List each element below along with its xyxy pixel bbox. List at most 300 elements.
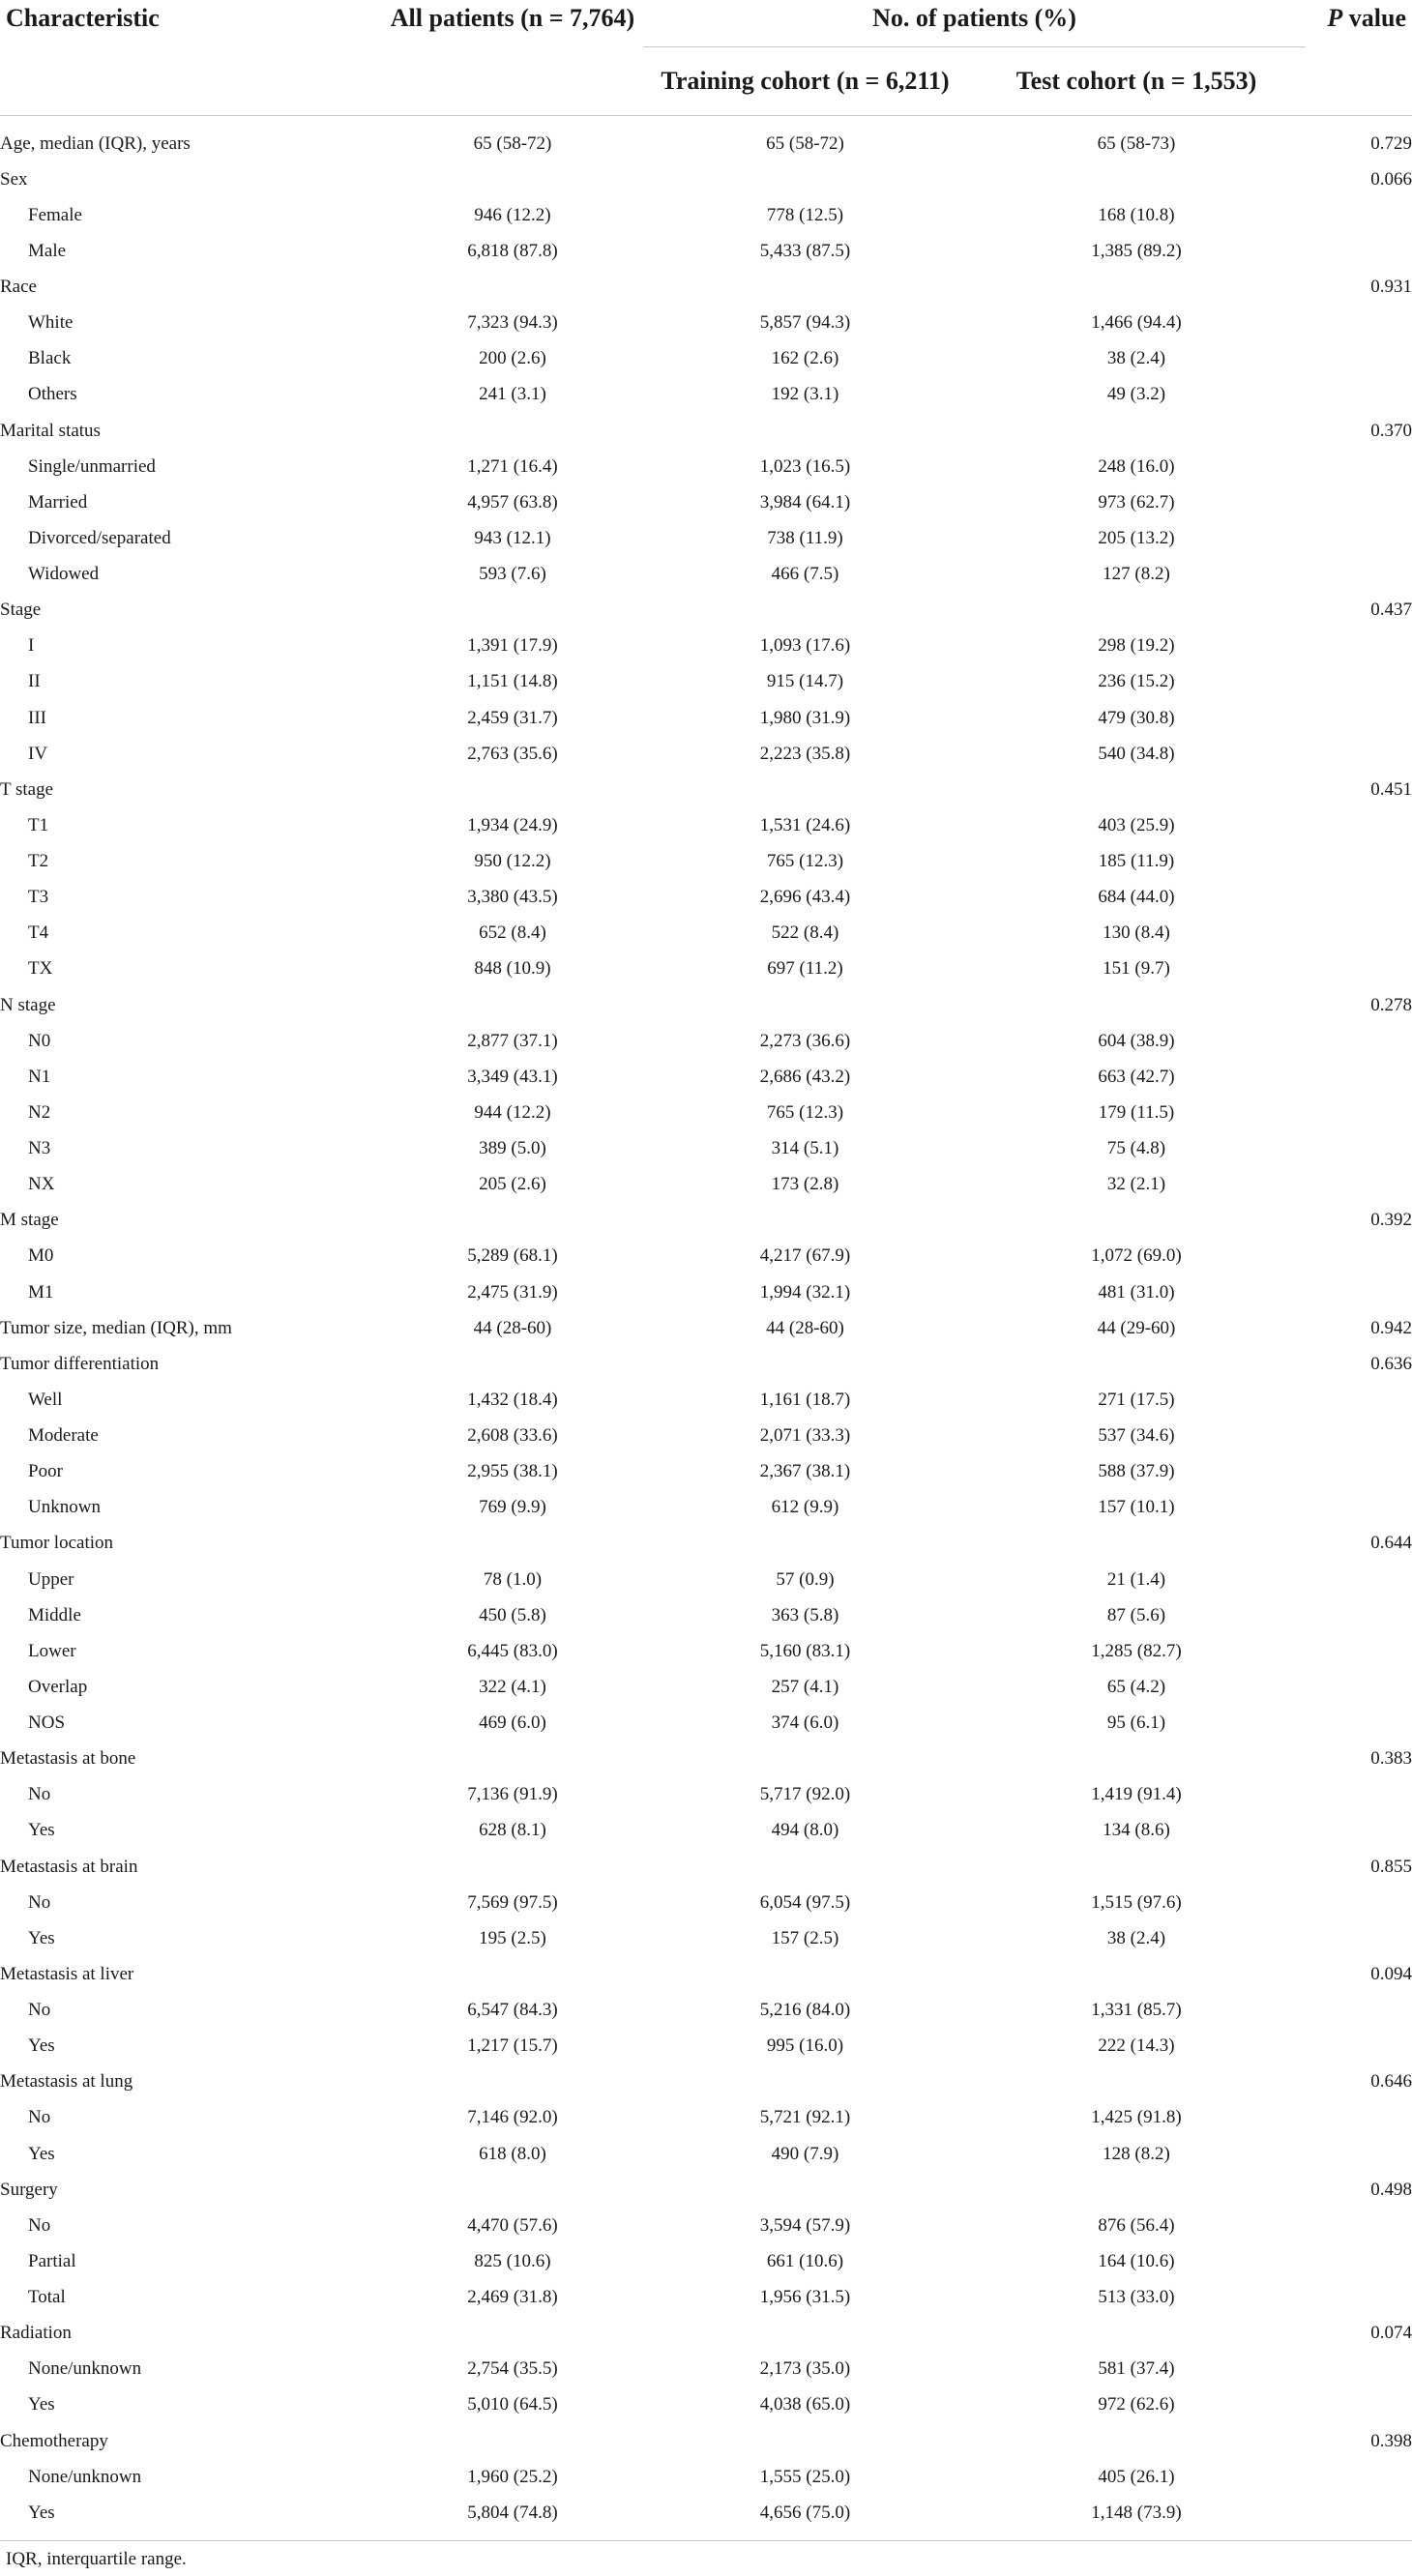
cell-training-cohort: 4,038 (65.0) <box>759 2394 851 2415</box>
cell-all-patients: 618 (8.0) <box>479 2143 546 2164</box>
cell-test-cohort: 185 (11.9) <box>1098 851 1175 872</box>
table-row-subcategory <box>0 1023 1412 1059</box>
cell-p-value <box>1306 2208 1412 2243</box>
cell-all-patients: 2,763 (35.6) <box>467 743 558 764</box>
table-row-subcategory <box>0 484 1412 520</box>
cell-test-cohort: 1,385 (89.2) <box>1091 240 1182 261</box>
cell-all-patients <box>382 772 643 807</box>
table-row-characteristic <box>0 1203 1412 1239</box>
cell-all-patients: 769 (9.9) <box>479 1497 546 1518</box>
table-row-characteristic <box>0 1310 1412 1346</box>
cell-test-cohort: 1,425 (91.8) <box>1091 2107 1182 2128</box>
cell-training-cohort: 494 (8.0) <box>771 1820 839 1841</box>
row-label: T4 <box>28 922 49 944</box>
cell-training-cohort: 1,956 (31.5) <box>759 2287 851 2308</box>
row-label: No <box>28 1891 51 1913</box>
cell-all-patients: 943 (12.1) <box>474 527 551 548</box>
cell-all-patients: 469 (6.0) <box>479 1712 546 1734</box>
cell-test-cohort: 65 (4.2) <box>1106 1676 1166 1697</box>
table-row-subcategory <box>0 2208 1412 2243</box>
cell-p-value <box>1306 520 1412 556</box>
cell-p-value <box>1306 664 1412 700</box>
cell-p-value: 0.646 <box>1370 2071 1412 2093</box>
cell-all-patients: 2,754 (35.5) <box>467 2358 558 2380</box>
cell-test-cohort: 973 (62.7) <box>1098 491 1175 512</box>
header-all-patients: All patients (n = 7,764) <box>390 4 635 32</box>
cell-all-patients: 1,960 (25.2) <box>467 2466 558 2487</box>
cell-all-patients: 205 (2.6) <box>479 1174 546 1195</box>
cell-p-value: 0.636 <box>1370 1353 1412 1374</box>
cell-p-value <box>1306 951 1412 987</box>
cell-training-cohort: 314 (5.1) <box>771 1138 839 1159</box>
cell-test-cohort: 1,285 (82.7) <box>1091 1640 1182 1661</box>
cell-training-cohort: 4,217 (67.9) <box>759 1245 851 1267</box>
table-row-subcategory <box>0 1490 1412 1526</box>
row-label: N2 <box>28 1101 51 1123</box>
cell-test-cohort <box>967 2423 1306 2459</box>
row-label: Marital status <box>0 420 101 441</box>
cell-p-value: 0.942 <box>1370 1317 1412 1338</box>
row-label: Metastasis at lung <box>0 2071 133 2093</box>
row-label: Radiation <box>0 2323 72 2344</box>
cell-training-cohort <box>643 1849 967 1885</box>
cell-p-value <box>1306 2459 1412 2495</box>
table-row-subcategory <box>0 2459 1412 2495</box>
table-row-subcategory <box>0 1562 1412 1597</box>
row-label: N stage <box>0 994 56 1015</box>
cell-all-patients <box>382 270 643 306</box>
row-label: Moderate <box>28 1425 99 1447</box>
cell-p-value <box>1306 1167 1412 1203</box>
cell-training-cohort <box>643 1742 967 1777</box>
table-header <box>0 0 1412 116</box>
table-row-subcategory <box>0 1131 1412 1167</box>
cell-all-patients: 7,323 (94.3) <box>467 312 558 334</box>
cell-p-value <box>1306 2243 1412 2279</box>
row-label: Yes <box>28 2143 55 2164</box>
cell-all-patients: 1,271 (16.4) <box>467 455 558 477</box>
cell-p-value <box>1306 2029 1412 2064</box>
cell-all-patients <box>382 1203 643 1239</box>
row-label: Single/unmarried <box>28 455 156 477</box>
cell-test-cohort <box>967 1849 1306 1885</box>
cell-test-cohort: 1,072 (69.0) <box>1091 1245 1182 1267</box>
cell-training-cohort: 1,531 (24.6) <box>759 814 851 835</box>
row-label: III <box>28 707 46 728</box>
cell-test-cohort: 537 (34.6) <box>1098 1425 1175 1447</box>
cell-all-patients: 241 (3.1) <box>479 384 546 405</box>
cell-training-cohort <box>643 1526 967 1562</box>
cell-training-cohort: 612 (9.9) <box>771 1497 839 1518</box>
cell-test-cohort: 1,466 (94.4) <box>1091 312 1182 334</box>
row-label: Yes <box>28 2502 55 2523</box>
cell-test-cohort <box>967 2064 1306 2100</box>
table-row-subcategory <box>0 197 1412 233</box>
cell-p-value <box>1306 2280 1412 2316</box>
cell-training-cohort: 5,857 (94.3) <box>759 312 851 334</box>
cell-p-value: 0.437 <box>1370 600 1412 621</box>
cell-all-patients: 6,547 (84.3) <box>467 2000 558 2021</box>
cell-all-patients: 6,818 (87.8) <box>467 240 558 261</box>
cell-all-patients <box>382 593 643 629</box>
row-label: II <box>28 671 41 692</box>
cell-p-value <box>1306 1095 1412 1130</box>
cell-all-patients <box>382 987 643 1023</box>
table-row-subcategory <box>0 1239 1412 1274</box>
cell-training-cohort <box>643 1203 967 1239</box>
table-row-subcategory <box>0 736 1412 772</box>
cell-p-value <box>1306 1419 1412 1454</box>
cell-training-cohort: 44 (28-60) <box>766 1317 844 1338</box>
cell-training-cohort: 5,721 (92.1) <box>759 2107 851 2128</box>
cell-test-cohort: 1,515 (97.6) <box>1091 1891 1182 1913</box>
cell-all-patients: 2,475 (31.9) <box>467 1281 558 1303</box>
table-row-subcategory <box>0 1419 1412 1454</box>
row-label: Metastasis at liver <box>0 1963 134 1984</box>
cell-p-value <box>1306 484 1412 520</box>
row-label: None/unknown <box>28 2358 142 2380</box>
table-row-subcategory <box>0 1706 1412 1742</box>
row-label: NOS <box>28 1712 66 1734</box>
cell-all-patients <box>382 1526 643 1562</box>
cell-all-patients: 2,608 (33.6) <box>467 1425 558 1447</box>
cell-test-cohort: 130 (8.4) <box>1103 922 1170 944</box>
cell-all-patients: 950 (12.2) <box>474 851 551 872</box>
cell-p-value <box>1306 1669 1412 1705</box>
table-row-subcategory <box>0 1993 1412 2029</box>
cell-test-cohort <box>967 2316 1306 2352</box>
cell-training-cohort <box>643 161 967 197</box>
cell-training-cohort <box>643 1346 967 1382</box>
cell-test-cohort: 479 (30.8) <box>1098 707 1175 728</box>
cell-p-value <box>1306 1023 1412 1059</box>
cell-test-cohort <box>967 161 1306 197</box>
cell-p-value <box>1306 629 1412 664</box>
cell-test-cohort: 164 (10.6) <box>1098 2250 1175 2271</box>
cell-p-value <box>1306 341 1412 377</box>
cell-test-cohort: 236 (15.2) <box>1098 671 1175 692</box>
cell-training-cohort: 3,984 (64.1) <box>759 491 851 512</box>
cell-p-value <box>1306 1706 1412 1742</box>
cell-p-value <box>1306 1885 1412 1920</box>
cell-test-cohort: 663 (42.7) <box>1098 1066 1175 1087</box>
cell-training-cohort: 257 (4.1) <box>771 1676 839 1697</box>
cell-test-cohort: 222 (14.3) <box>1098 2035 1175 2057</box>
cell-test-cohort <box>967 1526 1306 1562</box>
cell-test-cohort: 21 (1.4) <box>1106 1568 1166 1590</box>
table-row-subcategory <box>0 807 1412 843</box>
cell-test-cohort: 128 (8.2) <box>1103 2143 1170 2164</box>
row-label: No <box>28 2214 51 2236</box>
cell-training-cohort: 2,173 (35.0) <box>759 2358 851 2380</box>
table-row-subcategory <box>0 1095 1412 1130</box>
cell-all-patients: 78 (1.0) <box>483 1568 543 1590</box>
cell-p-value <box>1306 1239 1412 1274</box>
cell-test-cohort: 49 (3.2) <box>1106 384 1166 405</box>
cell-all-patients <box>382 1849 643 1885</box>
cell-test-cohort: 134 (8.6) <box>1103 1820 1170 1841</box>
cell-p-value <box>1306 1813 1412 1849</box>
cell-p-value <box>1306 1777 1412 1813</box>
cell-test-cohort: 151 (9.7) <box>1103 958 1170 980</box>
cell-training-cohort <box>643 413 967 449</box>
row-label: Metastasis at brain <box>0 1856 138 1877</box>
header-p-rest: value <box>1342 4 1406 32</box>
table-row-subcategory <box>0 951 1412 987</box>
cell-test-cohort: 481 (31.0) <box>1098 1281 1175 1303</box>
row-label: Yes <box>28 1927 55 1948</box>
cell-training-cohort: 1,023 (16.5) <box>759 455 851 477</box>
table-row-subcategory <box>0 1633 1412 1669</box>
cell-all-patients: 195 (2.5) <box>479 1927 546 1948</box>
cell-all-patients: 946 (12.2) <box>474 204 551 225</box>
row-label: Upper <box>28 1568 74 1590</box>
cell-p-value: 0.066 <box>1370 168 1412 190</box>
cell-training-cohort: 5,717 (92.0) <box>759 1784 851 1805</box>
row-label: Overlap <box>28 1676 88 1697</box>
cell-p-value: 0.278 <box>1370 994 1412 1015</box>
cell-test-cohort: 1,331 (85.7) <box>1091 2000 1182 2021</box>
row-label: Tumor differentiation <box>0 1353 160 1374</box>
table-row-subcategory <box>0 306 1412 341</box>
table-row-subcategory <box>0 1454 1412 1490</box>
cell-all-patients: 3,380 (43.5) <box>467 887 558 908</box>
cell-all-patients: 7,146 (92.0) <box>467 2107 558 2128</box>
cell-training-cohort: 697 (11.2) <box>767 958 843 980</box>
table-row-characteristic <box>0 270 1412 306</box>
row-label: Poor <box>28 1461 63 1482</box>
cell-test-cohort: 248 (16.0) <box>1098 455 1175 477</box>
row-label: Female <box>28 204 82 225</box>
cell-test-cohort: 179 (11.5) <box>1098 1101 1175 1123</box>
row-label: Partial <box>28 2250 76 2271</box>
cell-p-value <box>1306 1274 1412 1310</box>
table-row-subcategory <box>0 2136 1412 2172</box>
cell-test-cohort: 684 (44.0) <box>1098 887 1175 908</box>
table-row-characteristic <box>0 126 1412 161</box>
row-label: T3 <box>28 887 49 908</box>
cell-training-cohort: 173 (2.8) <box>771 1174 839 1195</box>
cell-training-cohort: 1,555 (25.0) <box>759 2466 851 2487</box>
table-row-subcategory <box>0 520 1412 556</box>
table-row-characteristic <box>0 1956 1412 1992</box>
header-p-letter: P <box>1327 4 1343 32</box>
cell-training-cohort: 157 (2.5) <box>771 1927 839 1948</box>
cell-test-cohort: 540 (34.8) <box>1098 743 1175 764</box>
cell-all-patients: 652 (8.4) <box>479 922 546 944</box>
table-row-subcategory <box>0 700 1412 736</box>
cell-p-value <box>1306 736 1412 772</box>
cell-all-patients: 7,136 (91.9) <box>467 1784 558 1805</box>
cell-test-cohort <box>967 413 1306 449</box>
cell-all-patients <box>382 2316 643 2352</box>
cell-p-value <box>1306 2136 1412 2172</box>
cell-training-cohort <box>643 2423 967 2459</box>
cell-test-cohort <box>967 772 1306 807</box>
cell-training-cohort: 1,980 (31.9) <box>759 707 851 728</box>
cell-p-value: 0.370 <box>1370 420 1412 441</box>
row-label: None/unknown <box>28 2466 142 2487</box>
cell-all-patients: 944 (12.2) <box>474 1101 551 1123</box>
cell-test-cohort: 1,148 (73.9) <box>1091 2502 1182 2523</box>
row-label: N1 <box>28 1066 51 1087</box>
row-label: Tumor size, median (IQR), mm <box>0 1317 232 1338</box>
table-row-subcategory <box>0 2280 1412 2316</box>
table-row-subcategory <box>0 1167 1412 1203</box>
row-label: Sex <box>0 168 28 190</box>
row-label: T stage <box>0 778 54 800</box>
cell-all-patients: 2,955 (38.1) <box>467 1461 558 1482</box>
cell-all-patients: 3,349 (43.1) <box>467 1066 558 1087</box>
cell-all-patients: 389 (5.0) <box>479 1138 546 1159</box>
cell-training-cohort <box>643 1956 967 1992</box>
cell-training-cohort: 5,216 (84.0) <box>759 2000 851 2021</box>
cell-test-cohort: 127 (8.2) <box>1103 564 1170 585</box>
cell-training-cohort: 738 (11.9) <box>767 527 843 548</box>
cell-training-cohort: 374 (6.0) <box>771 1712 839 1734</box>
row-label: N0 <box>28 1030 51 1051</box>
cell-training-cohort: 2,696 (43.4) <box>759 887 851 908</box>
table-row-subcategory <box>0 1813 1412 1849</box>
table-row-characteristic <box>0 2316 1412 2352</box>
table-footnote: IQR, interquartile range. <box>6 2549 187 2569</box>
cell-all-patients: 65 (58-72) <box>473 132 552 154</box>
row-label: Black <box>28 348 72 369</box>
cell-p-value: 0.451 <box>1370 778 1412 800</box>
table-row-subcategory <box>0 1059 1412 1095</box>
cell-p-value: 0.498 <box>1370 2179 1412 2200</box>
cell-training-cohort <box>643 270 967 306</box>
cell-test-cohort <box>967 270 1306 306</box>
table-row-subcategory <box>0 2243 1412 2279</box>
cell-test-cohort: 75 (4.8) <box>1106 1138 1166 1159</box>
cell-all-patients <box>382 2064 643 2100</box>
row-label: Unknown <box>28 1497 101 1518</box>
row-label: No <box>28 2107 51 2128</box>
row-label: I <box>28 635 35 657</box>
cell-training-cohort: 522 (8.4) <box>771 922 839 944</box>
table-row-subcategory <box>0 1777 1412 1813</box>
cell-p-value: 0.644 <box>1370 1533 1412 1554</box>
table-row-characteristic <box>0 161 1412 197</box>
cell-test-cohort <box>967 1346 1306 1382</box>
table-row-characteristic <box>0 2423 1412 2459</box>
cell-all-patients: 2,459 (31.7) <box>467 707 558 728</box>
cell-training-cohort: 1,994 (32.1) <box>759 1281 851 1303</box>
cell-training-cohort: 995 (16.0) <box>766 2035 844 2057</box>
row-label: N3 <box>28 1138 51 1159</box>
row-label: Middle <box>28 1604 81 1625</box>
cell-training-cohort <box>643 987 967 1023</box>
row-label: Yes <box>28 1820 55 1841</box>
cell-all-patients: 6,445 (83.0) <box>467 1640 558 1661</box>
table-row-subcategory <box>0 1382 1412 1418</box>
cell-test-cohort: 157 (10.1) <box>1098 1497 1175 1518</box>
cell-p-value <box>1306 1382 1412 1418</box>
table-row-characteristic <box>0 1742 1412 1777</box>
cell-training-cohort: 915 (14.7) <box>766 671 844 692</box>
header-training-cohort: Training cohort (n = 6,211) <box>661 67 950 95</box>
cell-all-patients: 44 (28-60) <box>473 1317 552 1338</box>
cell-training-cohort: 57 (0.9) <box>776 1568 835 1590</box>
table-row-subcategory <box>0 1920 1412 1956</box>
cell-training-cohort: 162 (2.6) <box>771 348 839 369</box>
table-row-subcategory <box>0 1885 1412 1920</box>
table-row-subcategory <box>0 844 1412 880</box>
cell-test-cohort <box>967 1203 1306 1239</box>
cell-p-value: 0.094 <box>1370 1963 1412 1984</box>
table-row-subcategory <box>0 2029 1412 2064</box>
cell-p-value <box>1306 1490 1412 1526</box>
row-label: T2 <box>28 851 49 872</box>
cell-test-cohort: 32 (2.1) <box>1106 1174 1166 1195</box>
cell-all-patients: 200 (2.6) <box>479 348 546 369</box>
row-label: M stage <box>0 1210 59 1231</box>
cell-all-patients: 4,470 (57.6) <box>467 2214 558 2236</box>
cell-all-patients <box>382 161 643 197</box>
table-row-subcategory <box>0 1669 1412 1705</box>
row-label: Widowed <box>28 564 100 585</box>
cell-all-patients: 1,432 (18.4) <box>467 1389 558 1410</box>
row-label: T1 <box>28 814 49 835</box>
cell-training-cohort: 2,273 (36.6) <box>759 1030 851 1051</box>
cell-all-patients <box>382 2172 643 2208</box>
cell-p-value <box>1306 844 1412 880</box>
cell-training-cohort: 192 (3.1) <box>771 384 839 405</box>
cell-p-value <box>1306 1562 1412 1597</box>
table-row-subcategory <box>0 449 1412 484</box>
cell-all-patients: 628 (8.1) <box>479 1820 546 1841</box>
cell-test-cohort: 298 (19.2) <box>1098 635 1175 657</box>
cell-all-patients <box>382 1346 643 1382</box>
cell-p-value <box>1306 1920 1412 1956</box>
cell-all-patients: 2,469 (31.8) <box>467 2287 558 2308</box>
row-label: Age, median (IQR), years <box>0 132 191 154</box>
table-row-characteristic <box>0 1526 1412 1562</box>
table-row-characteristic <box>0 1849 1412 1885</box>
table-row-subcategory <box>0 341 1412 377</box>
cell-test-cohort: 168 (10.8) <box>1098 204 1175 225</box>
table-row-subcategory <box>0 2387 1412 2423</box>
cell-p-value <box>1306 807 1412 843</box>
table-row-subcategory <box>0 2100 1412 2136</box>
header-p-value <box>1306 0 1412 116</box>
cell-test-cohort <box>967 593 1306 629</box>
row-label: M1 <box>28 1281 54 1303</box>
cell-all-patients: 1,151 (14.8) <box>467 671 558 692</box>
table-row-subcategory <box>0 233 1412 269</box>
cell-test-cohort: 44 (29-60) <box>1097 1317 1176 1338</box>
row-label: TX <box>28 958 53 980</box>
cell-all-patients <box>382 2423 643 2459</box>
cell-all-patients: 5,804 (74.8) <box>467 2502 558 2523</box>
cell-test-cohort: 205 (13.2) <box>1098 527 1175 548</box>
footer-divider <box>0 2541 1412 2542</box>
row-label: Divorced/separated <box>28 527 171 548</box>
cell-training-cohort: 778 (12.5) <box>766 204 844 225</box>
table-row-characteristic <box>0 1346 1412 1382</box>
row-label: NX <box>28 1174 55 1195</box>
cell-training-cohort: 2,367 (38.1) <box>759 1461 851 1482</box>
cell-all-patients: 593 (7.6) <box>479 564 546 585</box>
row-label: Yes <box>28 2394 55 2415</box>
cell-test-cohort <box>967 987 1306 1023</box>
cell-p-value <box>1306 2387 1412 2423</box>
cell-p-value: 0.729 <box>1370 132 1412 154</box>
cell-p-value <box>1306 2495 1412 2531</box>
table-row-characteristic <box>0 2064 1412 2100</box>
header-no-of-patients: No. of patients (%) <box>643 0 1306 47</box>
